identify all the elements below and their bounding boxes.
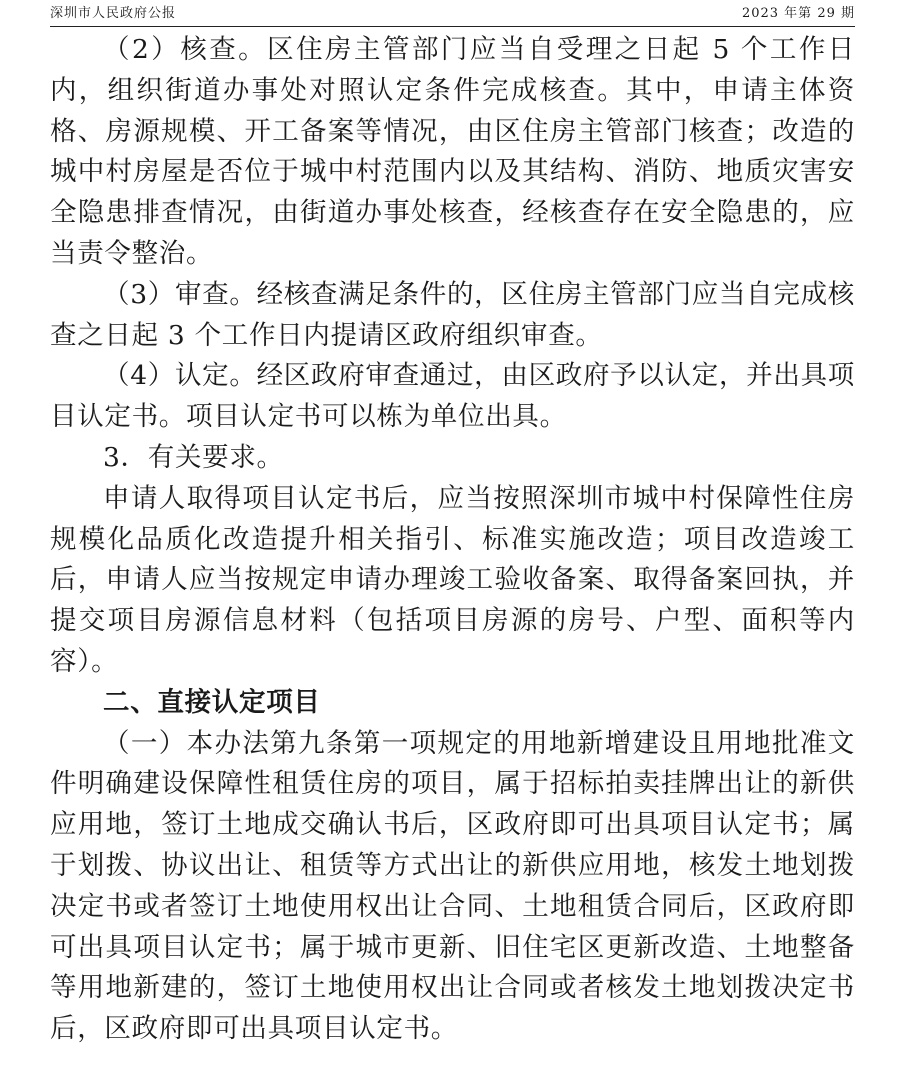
section-heading-direct-certification: 二、直接认定项目 (103, 686, 321, 718)
paragraph-certification: （4）认定。经区政府审查通过，由区政府予以认定，并出具项目认定书。项目认定书可以栋为单位出具。 (50, 360, 855, 433)
gazette-title: 深圳市人民政府公报 (50, 6, 177, 21)
issue-number: 2023 年第 29 期 (741, 6, 855, 21)
document-body (50, 30, 855, 1050)
page-header (50, 4, 855, 27)
paragraph-review: （3）审查。经核查满足条件的，区住房主管部门应当自完成核查之日起 3 个工作日内提请区政府组织审查。 (50, 278, 855, 351)
paragraph-requirements: 申请人取得项目认定书后，应当按照深圳市城中村保障性住房规模化品质化改造提升相关指引、标准实施改造；项目改造竣工后，申请人应当按规定申请办理竣工验收备案、取得备案回执，并提交项目房源信息材料（包括项目房源的房号、户型、面积等内容）。 (50, 482, 855, 677)
paragraph-verification: （2）核查。区住房主管部门应当自受理之日起 5 个工作日内，组织街道办事处对照认定条件完成核查。其中，申请主体资格、房源规模、开工备案等情况，由区住房主管部门核查；改造的城中村房屋是否位于城中村范围内以及其结构、消防、地质灾害安全隐患排查情况，由街道办事处核查，经核查存在安全隐患的，应当责令整治。 (50, 34, 855, 269)
paragraph-direct-certification: （一）本办法第九条第一项规定的用地新增建设且用地批准文件明确建设保障性租赁住房的项目，属于招标拍卖挂牌出让的新供应用地，签订土地成交确认书后，区政府即可出具项目认定书；属于划拨、协议出让、租赁等方式出让的新供应用地，核发土地划拨决定书或者签订土地使用权出让合同、土地租赁合同后，区政府即可出具项目认定书；属于城市更新、旧住宅区更新改造、土地整备等用地新建的，签订土地使用权出让合同或者核发土地划拨决定书后，区政府即可出具项目认定书。 (50, 727, 855, 1045)
paragraph-requirements-title: 3．有关要求。 (103, 441, 284, 473)
